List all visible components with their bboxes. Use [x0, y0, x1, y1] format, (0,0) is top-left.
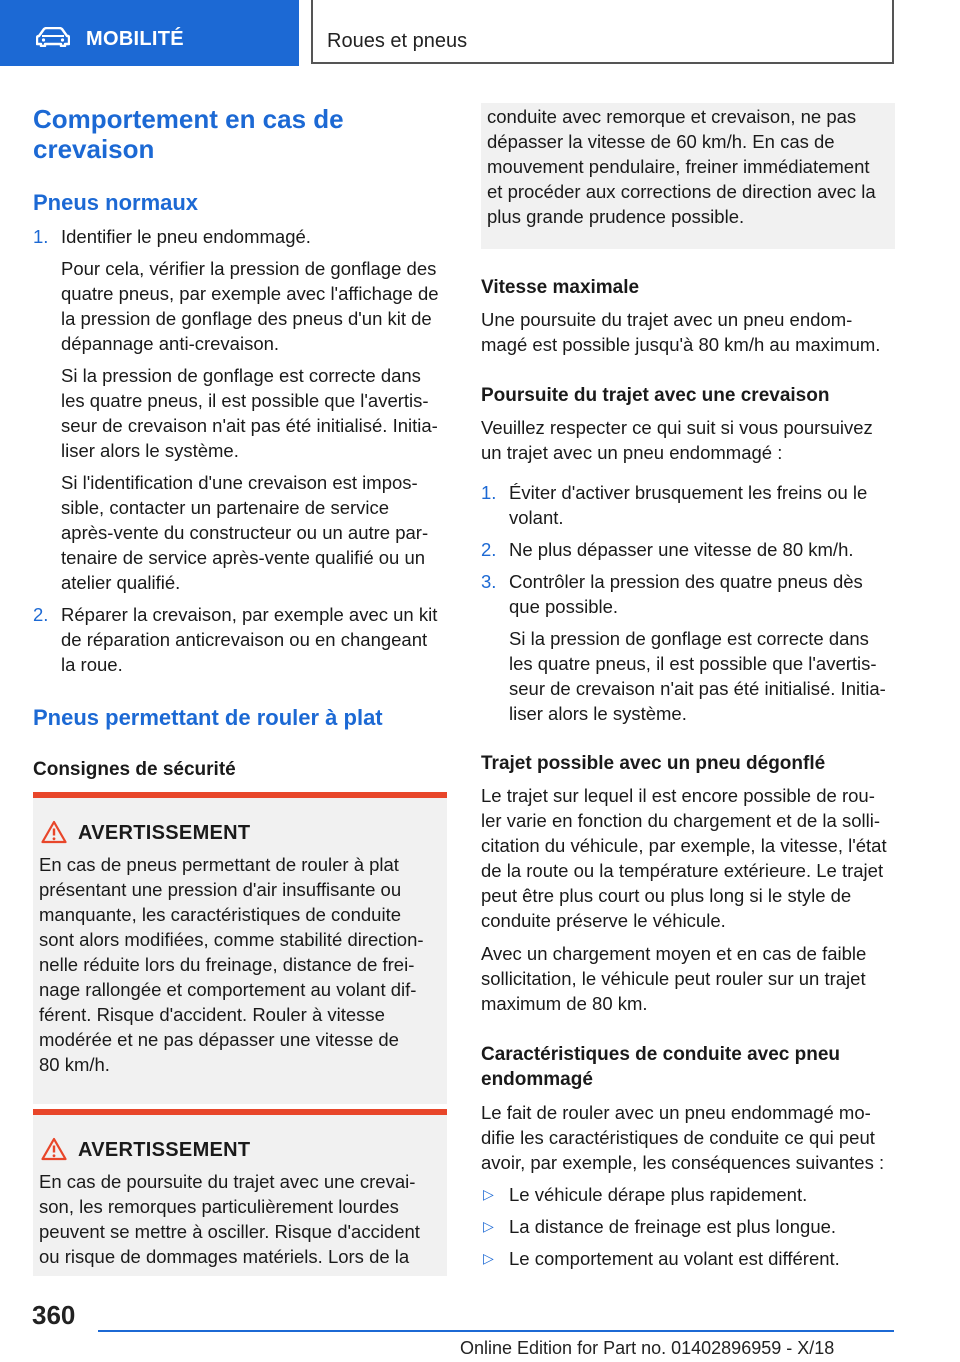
text-line: manquante, les caractéristiques de conduite [39, 904, 401, 925]
heading-driving-characteristics [481, 1042, 840, 1092]
bullet-triangle-icon: ▷ [483, 1186, 494, 1202]
step-text [509, 626, 897, 726]
text-line: ler varie en fonction du chargement et de la solli- [481, 810, 880, 831]
continue-driving-text [481, 415, 895, 465]
bullet-item: Le véhicule dérape plus rapidement. [509, 1184, 808, 1205]
text-line: la roue. [61, 654, 123, 675]
deflated-paragraph-1 [481, 783, 895, 933]
heading-line: endommagé [481, 1069, 593, 1090]
text-line: peuvent se mettre à osciller. Risque d'accident [39, 1221, 420, 1242]
text-line: et procéder aux corrections de direction avec la [487, 181, 876, 202]
step-text [509, 480, 897, 530]
text-line: sible, contacter un partenaire de service [61, 497, 390, 518]
bullet-triangle-icon: ▷ [483, 1218, 494, 1234]
warning-title: AVERTISSEMENT [78, 1139, 251, 1161]
section-label: MOBILITÉ [86, 28, 184, 50]
text-line: Identifier le pneu endommagé. [61, 226, 311, 247]
text-line: Réparer la crevaison, par exemple avec un kit [61, 604, 438, 625]
text-line: dépasser la vitesse de 60 km/h. En cas de [487, 131, 835, 152]
text-line: liser alors le système. [509, 703, 687, 724]
heading-normal-tires: Pneus normaux [33, 190, 199, 215]
step-number: 1. [481, 482, 497, 503]
heading-line: Caractéristiques de conduite avec pneu [481, 1044, 841, 1065]
warning-box-2-continued [481, 103, 895, 249]
text-line: de la route ou la température extérieure. Le trajet [481, 860, 884, 881]
text-line: Si la pression de gonflage est correcte dans [509, 628, 869, 649]
page-header [0, 0, 960, 66]
text-line: Pour cela, vérifier la pression de gonflage des [61, 258, 437, 279]
text-line: Si la pression de gonflage est correcte dans [61, 365, 421, 386]
text-line: la pression de gonflage des pneus d'un kit de [61, 308, 432, 329]
text-line: de réparation anticrevaison ou en changeant [61, 629, 428, 650]
text-line: Éviter d'activer brusquement les freins ou le [509, 482, 868, 503]
heading-max-speed: Vitesse maximale [481, 277, 640, 298]
text-line: avoir, par exemple, les conséquences suivantes : [481, 1152, 885, 1173]
text-line: que possible. [509, 596, 619, 617]
text-line: seur de crevaison n'ait pas été initialisé. Initia- [509, 678, 886, 699]
page-title-line: crevaison [33, 134, 155, 164]
section-tab [0, 0, 299, 66]
text-line: après-vente du constructeur ou un autre par- [61, 522, 429, 543]
text-line: dépannage anti-crevaison. [61, 333, 280, 354]
warning-box-1 [33, 792, 447, 1104]
step-number: 1. [33, 226, 49, 247]
text-line: mouvement pendulaire, freiner immédiatement [487, 156, 870, 177]
text-line: peut être plus court ou plus long si le style de [481, 885, 852, 906]
page-title [33, 104, 344, 164]
text-line: volant. [509, 507, 564, 528]
text-line: Une poursuite du trajet avec un pneu endom- [481, 309, 853, 330]
topic-header [311, 0, 894, 64]
text-line: Veuillez respecter ce qui suit si vous poursuivez [481, 417, 873, 438]
text-line: Si l'identification d'une crevaison est impos- [61, 472, 418, 493]
text-line: Contrôler la pression des quatre pneus dès [509, 571, 863, 592]
text-line: férent. Risque d'accident. Rouler à vitesse [39, 1004, 385, 1025]
warning-triangle-icon [41, 1137, 67, 1161]
warning-text [39, 1169, 443, 1269]
text-line: présentant une pression d'air insuffisante ou [39, 879, 402, 900]
step-text [61, 224, 449, 249]
text-line: 80 km/h. [39, 1054, 110, 1075]
text-line: Le trajet sur lequel il est encore possible de rou- [481, 785, 875, 806]
text-line: les quatre pneus, il est possible que l'avertis- [509, 653, 877, 674]
footer-edition: Online Edition for Part no. 01402896959 - X/18 [460, 1338, 835, 1358]
text-line: nage rallongée et comportement au volant dif- [39, 979, 417, 1000]
text-line: Ne plus dépasser une vitesse de 80 km/h. [509, 539, 854, 560]
step-text [61, 470, 449, 595]
heading-continue-driving: Poursuite du trajet avec une crevaison [481, 385, 830, 406]
heading-safety: Consignes de sécurité [33, 759, 236, 780]
text-line: un trajet avec un pneu endommagé : [481, 442, 783, 463]
heading-runflat: Pneus permettant de rouler à plat [33, 705, 383, 730]
warning-text [39, 852, 443, 1077]
step-text [61, 256, 449, 356]
text-line: citation du véhicule, par exemple, la vitesse, l'état [481, 835, 887, 856]
warning-triangle-icon [41, 820, 67, 844]
text-line: conduite avec remorque et crevaison, ne pas [487, 106, 857, 127]
step-number: 2. [481, 539, 497, 560]
text-line: quatre pneus, par exemple avec l'affichage de [61, 283, 439, 304]
bullet-item: La distance de freinage est plus longue. [509, 1216, 837, 1237]
text-line: Le fait de rouler avec un pneu endommagé mo- [481, 1102, 871, 1123]
text-line: maximum de 80 km. [481, 993, 648, 1014]
heading-deflated-tire: Trajet possible avec un pneu dégonflé [481, 753, 826, 774]
text-line: ou risque de dommages matériels. Lors de la [39, 1246, 410, 1267]
text-line: sollicitation, le véhicule peut rouler sur un trajet [481, 968, 866, 989]
text-line: liser alors le système. [61, 440, 239, 461]
bullet-item: Le comportement au volant est différent. [509, 1248, 840, 1269]
text-line: modérée et ne pas dépasser une vitesse de [39, 1029, 399, 1050]
step-number: 3. [481, 571, 497, 592]
page-number: 360 [32, 1300, 76, 1330]
text-line: tenaire de service après-vente qualifié ou un [61, 547, 426, 568]
warning-text [487, 104, 891, 229]
text-line: atelier qualifié. [61, 572, 181, 593]
text-line: plus grande prudence possible. [487, 206, 745, 227]
text-line: magé est possible jusqu'à 80 km/h au maximum. [481, 334, 881, 355]
text-line: nelle réduite lors du freinage, distance de frei- [39, 954, 415, 975]
step-text [509, 537, 897, 562]
text-line: seur de crevaison n'ait pas été initialisé. Initia- [61, 415, 438, 436]
text-line: son, les remorques particulièrement lourdes [39, 1196, 399, 1217]
step-text [61, 602, 449, 677]
warning-title: AVERTISSEMENT [78, 822, 251, 844]
warning-box-2 [33, 1109, 447, 1276]
text-line: difie les caractéristiques de conduite ce qui peut [481, 1127, 875, 1148]
step-text [509, 569, 897, 619]
text-line: sont alors modifiées, comme stabilité direction- [39, 929, 424, 950]
footer-rule [98, 1330, 894, 1332]
deflated-paragraph-2 [481, 941, 895, 1016]
page-title-line: Comportement en cas de [33, 104, 344, 134]
characteristics-text [481, 1100, 895, 1175]
max-speed-text [481, 307, 895, 357]
text-line: conduite préserve le véhicule. [481, 910, 726, 931]
text-line: les quatre pneus, il est possible que l'avertis- [61, 390, 429, 411]
car-icon [36, 27, 70, 47]
text-line: En cas de poursuite du trajet avec une crevai- [39, 1171, 416, 1192]
step-text [61, 363, 449, 463]
topic-label: Roues et pneus [327, 30, 468, 52]
bullet-triangle-icon: ▷ [483, 1250, 494, 1266]
text-line: Avec un chargement moyen et en cas de faible [481, 943, 867, 964]
step-number: 2. [33, 604, 49, 625]
text-line: En cas de pneus permettant de rouler à plat [39, 854, 399, 875]
